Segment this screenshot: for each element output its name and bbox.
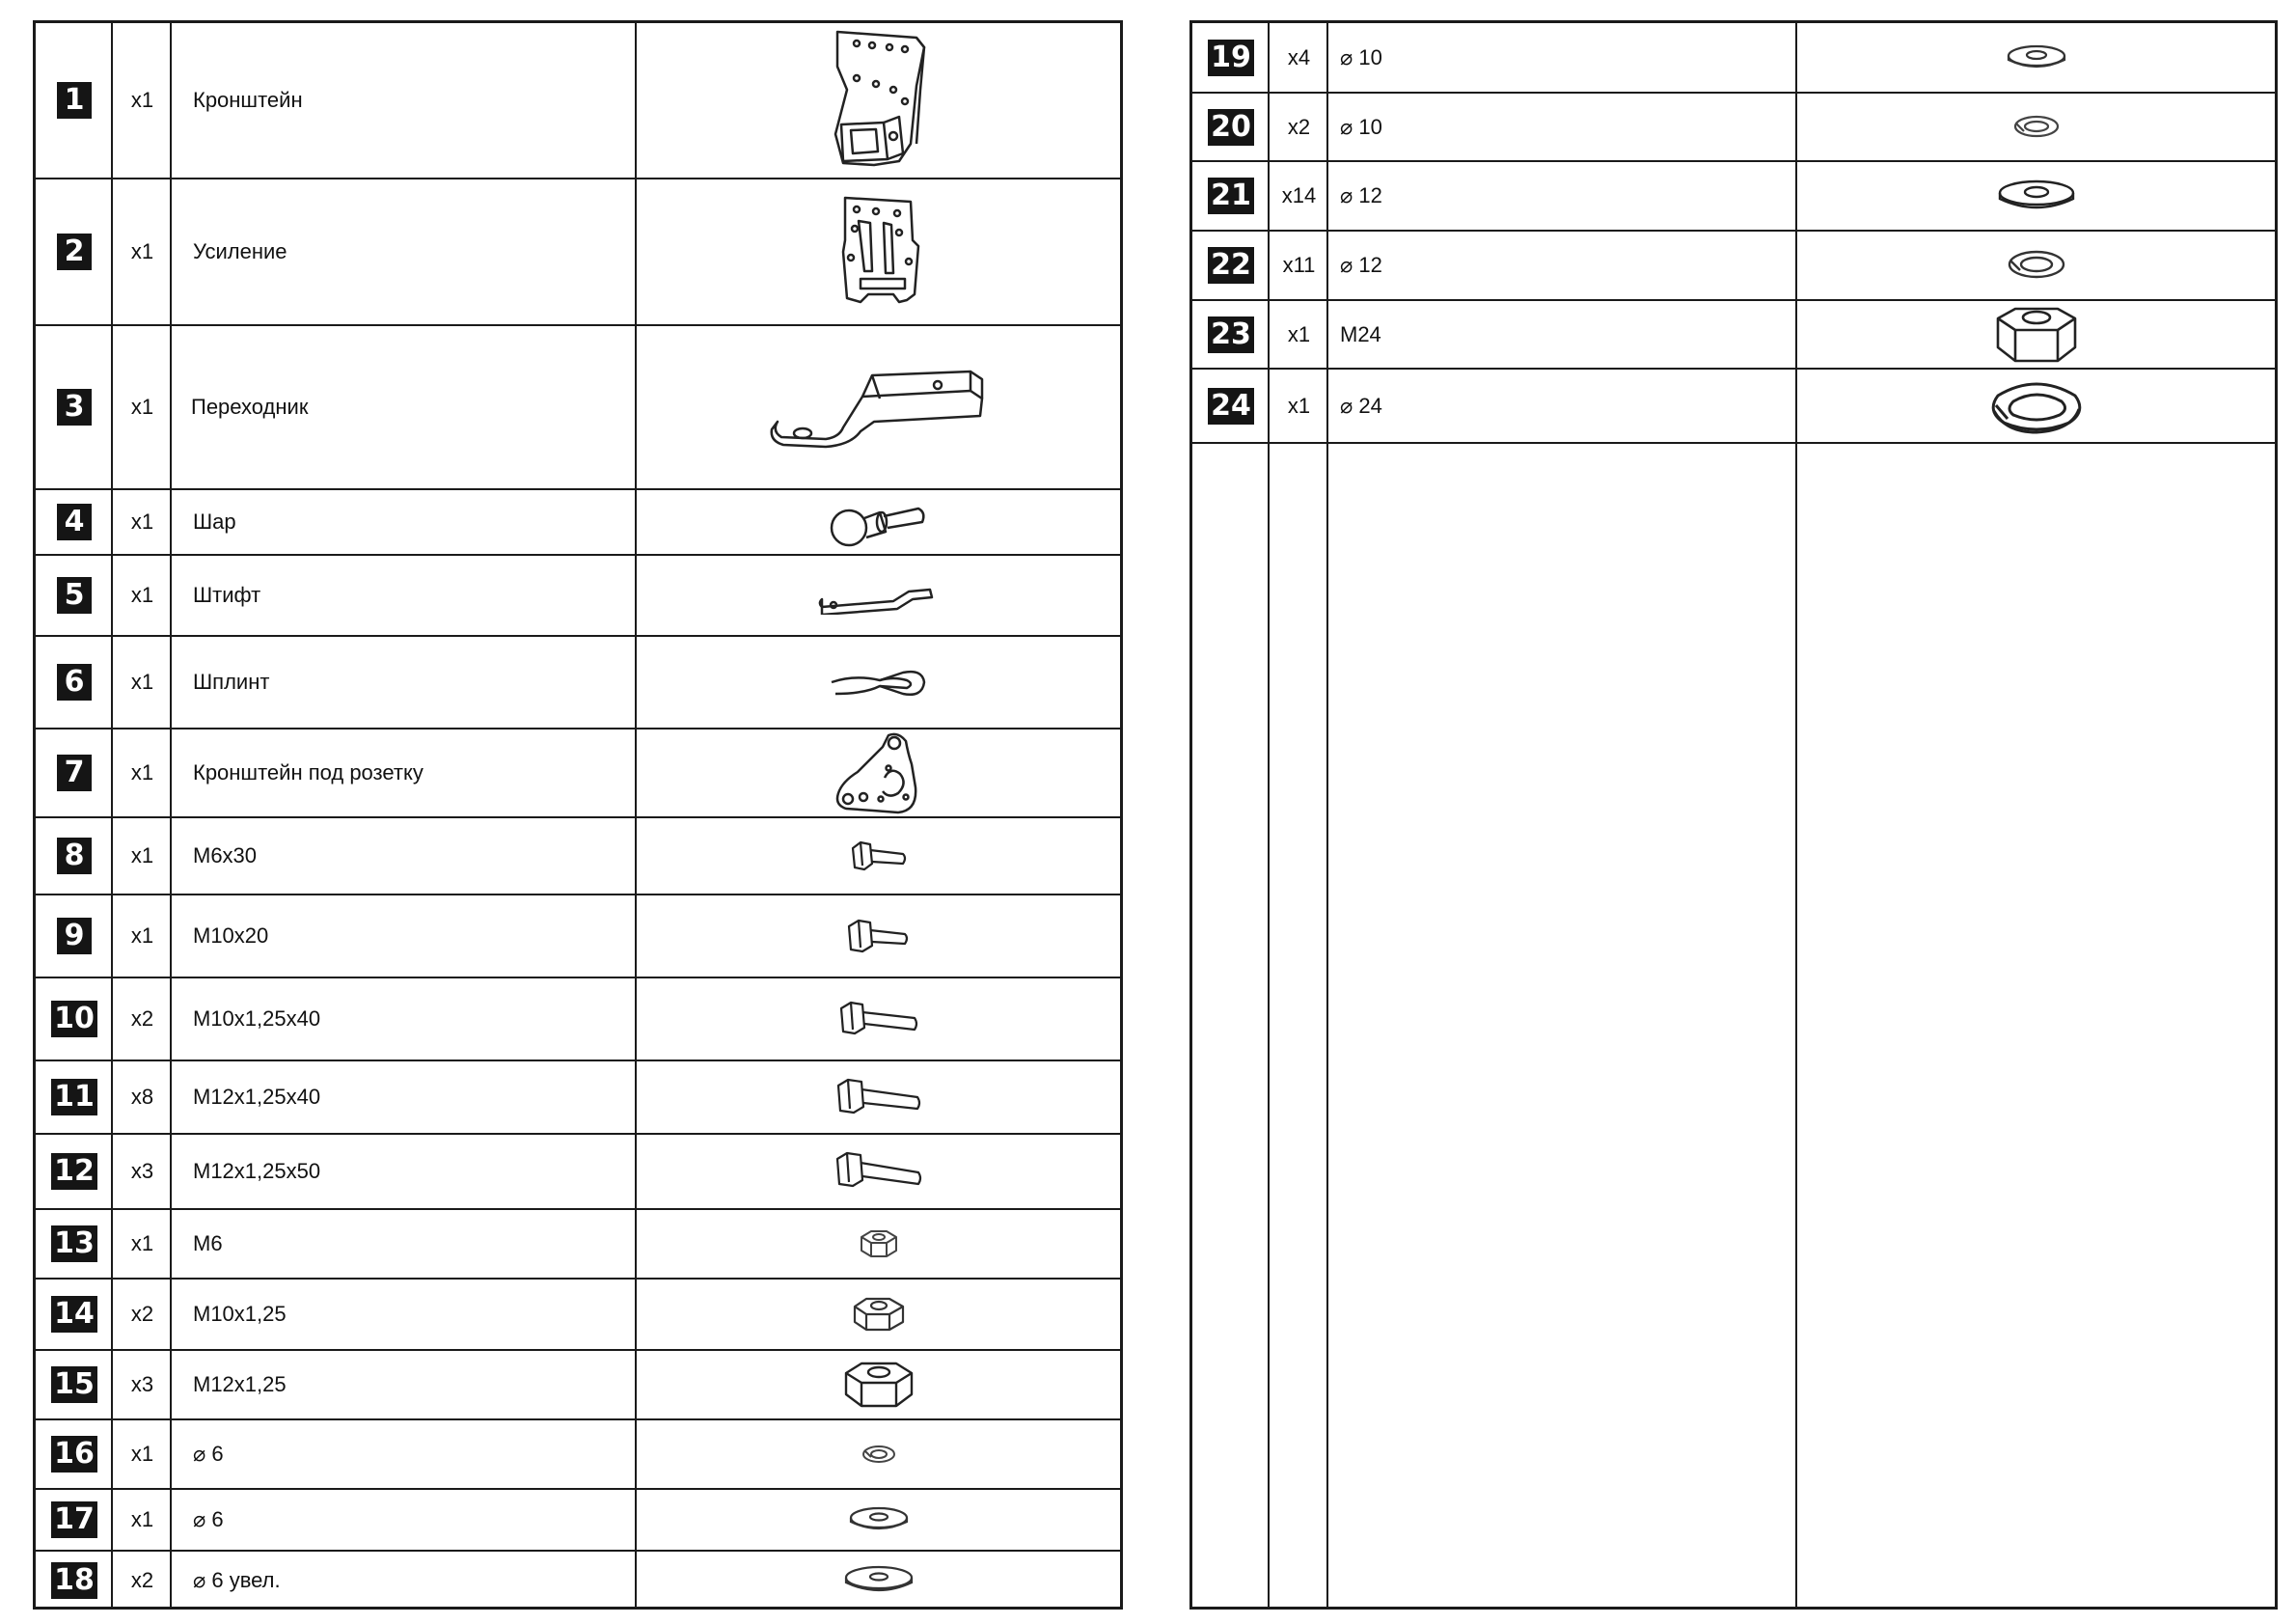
table-row xyxy=(36,23,1120,179)
table-row xyxy=(36,978,1120,1061)
item-number-badge: 9 xyxy=(57,918,92,954)
item-quantity: x1 xyxy=(1287,393,1311,418)
item-quantity: x1 xyxy=(130,670,154,694)
item-quantity: x3 xyxy=(130,1372,154,1396)
item-number-badge: 7 xyxy=(57,755,92,791)
nut-icon xyxy=(851,1295,907,1334)
bolt-icon xyxy=(849,839,909,873)
item-number-badge: 13 xyxy=(51,1225,97,1262)
table-row xyxy=(36,1552,1120,1610)
table-row xyxy=(1192,162,2275,232)
table-row xyxy=(1192,94,2275,162)
item-quantity: x1 xyxy=(130,1442,154,1466)
spring-washer-icon xyxy=(2005,247,2068,284)
item-number-badge: 10 xyxy=(51,1001,97,1037)
tow-ball-icon xyxy=(826,493,932,551)
table-row xyxy=(36,1420,1120,1490)
table-row xyxy=(36,818,1120,895)
reinforcement-icon xyxy=(826,194,932,310)
spring-washer-icon xyxy=(860,1442,898,1467)
table-row xyxy=(1192,232,2275,301)
item-number-badge: 22 xyxy=(1208,247,1254,284)
spring-washer-icon xyxy=(1986,376,2087,436)
item-number-badge: 5 xyxy=(57,577,92,614)
item-quantity: x2 xyxy=(130,1006,154,1031)
item-name: ⌀ 10 xyxy=(1340,44,1382,69)
item-number-badge: 15 xyxy=(51,1366,97,1403)
item-number-badge: 16 xyxy=(51,1436,97,1473)
item-quantity: x1 xyxy=(1287,321,1311,346)
item-quantity: x1 xyxy=(130,760,154,784)
item-name: M6x30 xyxy=(193,843,258,867)
item-number-badge: 6 xyxy=(57,664,92,701)
bolt-icon xyxy=(834,1149,924,1194)
item-name: Переходник xyxy=(191,395,309,419)
table-row xyxy=(36,895,1120,978)
nut-icon xyxy=(842,1360,916,1410)
item-quantity: x1 xyxy=(130,1231,154,1255)
pin-icon xyxy=(816,576,942,615)
table-row xyxy=(36,1490,1120,1552)
adapter-icon xyxy=(768,364,990,451)
item-number-badge: 8 xyxy=(57,838,92,874)
item-quantity: x1 xyxy=(130,509,154,534)
item-number-badge: 3 xyxy=(57,389,92,426)
item-quantity: x1 xyxy=(130,395,154,419)
item-quantity: x1 xyxy=(130,583,154,607)
item-name: M10x20 xyxy=(193,923,269,948)
item-number-badge: 19 xyxy=(1208,40,1254,76)
table-row xyxy=(36,637,1120,729)
item-quantity: x11 xyxy=(1282,253,1316,277)
item-name: Кронштейн xyxy=(193,88,303,112)
item-number-badge: 12 xyxy=(51,1153,97,1190)
item-quantity: x8 xyxy=(130,1085,154,1109)
table-row xyxy=(36,556,1120,637)
item-number-badge: 17 xyxy=(51,1501,97,1538)
item-name: ⌀ 6 увел. xyxy=(193,1568,281,1592)
item-name: M6 xyxy=(193,1231,223,1255)
item-quantity: x3 xyxy=(130,1159,154,1183)
item-number-badge: 20 xyxy=(1208,109,1254,146)
item-number-badge: 23 xyxy=(1208,317,1254,353)
table-row xyxy=(36,1210,1120,1280)
item-quantity: x1 xyxy=(130,923,154,948)
item-quantity: x2 xyxy=(130,1568,154,1592)
item-number-badge: 1 xyxy=(57,82,92,119)
item-quantity: x1 xyxy=(130,843,154,867)
item-name: ⌀ 12 xyxy=(1340,183,1382,207)
bolt-icon xyxy=(845,917,913,955)
item-quantity: x2 xyxy=(130,1302,154,1326)
item-name: ⌀ 12 xyxy=(1340,253,1382,277)
item-number-badge: 4 xyxy=(57,504,92,540)
item-name: M12x1,25x50 xyxy=(193,1159,321,1183)
item-quantity: x1 xyxy=(130,239,154,263)
item-name: M10x1,25 xyxy=(193,1302,287,1326)
item-quantity: x4 xyxy=(1287,44,1311,69)
item-number-badge: 11 xyxy=(51,1079,97,1115)
item-number-badge: 21 xyxy=(1208,178,1254,214)
flat-washer-icon xyxy=(1996,178,2077,214)
item-name: ⌀ 24 xyxy=(1340,393,1382,418)
table-row xyxy=(1192,23,2275,94)
table-row xyxy=(36,1061,1120,1135)
item-name: Шплинт xyxy=(193,670,270,694)
spring-washer-icon xyxy=(2010,112,2063,143)
flat-washer-icon xyxy=(2005,42,2068,73)
parts-table-right xyxy=(1189,20,2278,1610)
table-row xyxy=(36,729,1120,818)
table-row xyxy=(36,1351,1120,1420)
nut-icon xyxy=(1994,305,2079,365)
item-quantity: x1 xyxy=(130,1507,154,1531)
table-row xyxy=(36,326,1120,490)
item-number-badge: 24 xyxy=(1208,388,1254,425)
table-row xyxy=(1192,301,2275,370)
item-name: Кронштейн под розетку xyxy=(193,760,424,784)
item-name: M24 xyxy=(1340,321,1381,346)
bracket-icon xyxy=(816,28,942,173)
socket-bracket-icon xyxy=(831,729,927,816)
item-name: ⌀ 6 xyxy=(193,1507,224,1531)
table-row xyxy=(36,1135,1120,1210)
parts-table-left xyxy=(33,20,1123,1610)
item-quantity: x14 xyxy=(1281,183,1317,207)
item-name: Штифт xyxy=(193,583,261,607)
bolt-icon xyxy=(834,1076,923,1118)
item-name: M10x1,25x40 xyxy=(193,1006,321,1031)
table-row xyxy=(36,490,1120,556)
cotter-pin-icon xyxy=(826,661,932,703)
item-number-badge: 2 xyxy=(57,234,92,270)
flat-washer-icon xyxy=(842,1563,916,1598)
item-quantity: x2 xyxy=(1287,114,1311,139)
item-name: ⌀ 10 xyxy=(1340,114,1382,139)
item-name: M12x1,25 xyxy=(193,1372,287,1396)
item-number-badge: 14 xyxy=(51,1296,97,1333)
table-row xyxy=(36,1280,1120,1351)
bolt-icon xyxy=(837,999,920,1039)
flat-washer-icon xyxy=(847,1504,911,1535)
item-name: Шар xyxy=(193,509,236,534)
item-number-badge: 18 xyxy=(51,1562,97,1599)
table-row xyxy=(36,179,1120,326)
item-name: M12x1,25x40 xyxy=(193,1085,321,1109)
item-name: Усиление xyxy=(193,239,287,263)
table-row xyxy=(1192,370,2275,444)
item-name: ⌀ 6 xyxy=(193,1442,224,1466)
item-quantity: x1 xyxy=(130,88,154,112)
nut-icon xyxy=(858,1227,900,1260)
